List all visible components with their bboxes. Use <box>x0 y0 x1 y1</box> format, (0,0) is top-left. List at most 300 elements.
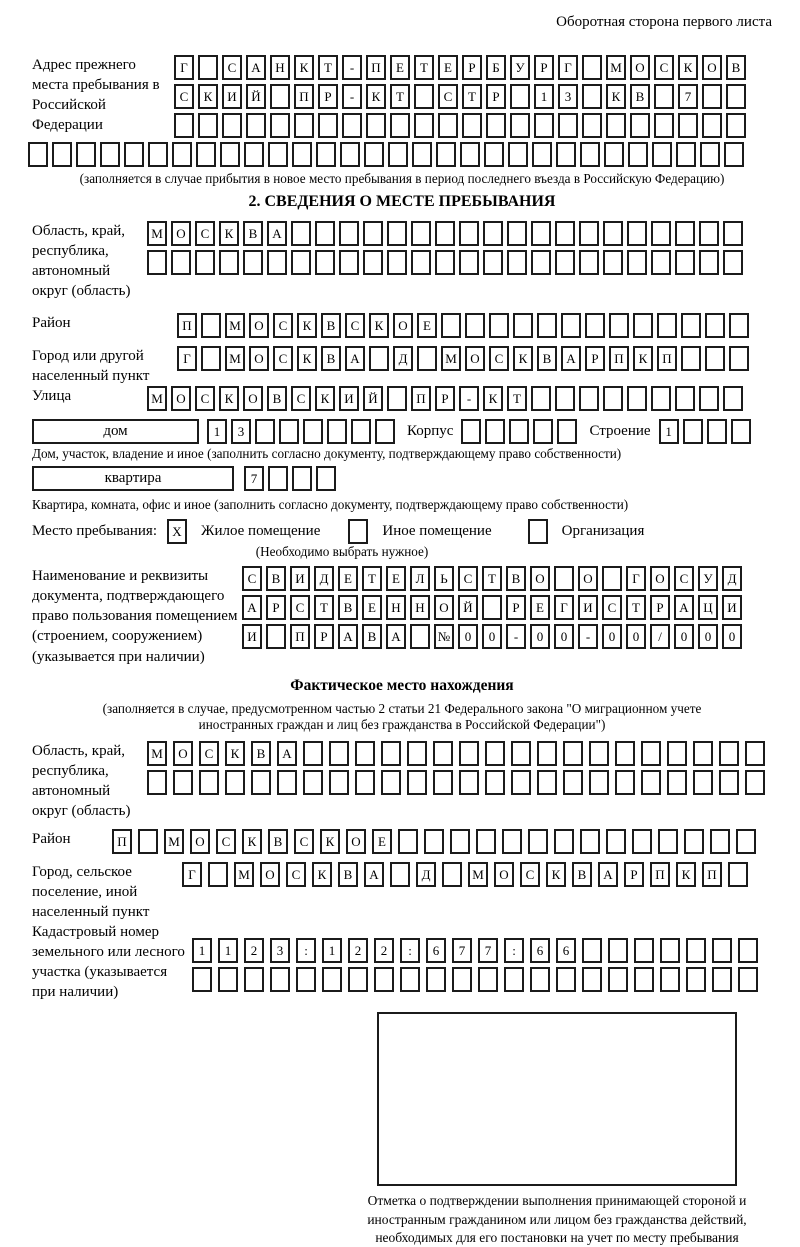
char-box[interactable]: 1 <box>218 938 238 963</box>
char-box[interactable] <box>632 829 652 854</box>
char-box[interactable] <box>606 829 626 854</box>
char-box[interactable] <box>303 741 323 766</box>
char-box[interactable]: 0 <box>698 624 718 649</box>
char-box[interactable] <box>489 313 509 338</box>
char-box[interactable] <box>651 386 671 411</box>
char-box[interactable] <box>364 142 384 167</box>
char-box[interactable] <box>291 221 311 246</box>
char-box[interactable] <box>627 221 647 246</box>
char-box[interactable] <box>442 862 462 887</box>
char-box[interactable]: Р <box>585 346 605 371</box>
char-box[interactable] <box>728 862 748 887</box>
char-box[interactable] <box>651 250 671 275</box>
char-box[interactable]: 0 <box>482 624 502 649</box>
char-box[interactable] <box>387 221 407 246</box>
char-box[interactable] <box>726 113 746 138</box>
char-box[interactable]: С <box>195 386 215 411</box>
char-box[interactable]: О <box>530 566 550 591</box>
char-box[interactable]: 0 <box>722 624 742 649</box>
char-box[interactable] <box>198 113 218 138</box>
char-box[interactable] <box>654 113 674 138</box>
char-box[interactable] <box>348 519 368 544</box>
char-box[interactable]: 7 <box>678 84 698 109</box>
char-box[interactable] <box>627 250 647 275</box>
char-box[interactable] <box>630 113 650 138</box>
char-box[interactable]: Б <box>486 55 506 80</box>
char-box[interactable] <box>435 250 455 275</box>
char-box[interactable]: В <box>506 566 526 591</box>
char-box[interactable] <box>603 250 623 275</box>
char-box[interactable]: К <box>369 313 389 338</box>
char-box[interactable]: П <box>657 346 677 371</box>
char-box[interactable]: Е <box>390 55 410 80</box>
char-box[interactable]: С <box>674 566 694 591</box>
char-box[interactable] <box>339 250 359 275</box>
char-box[interactable] <box>563 770 583 795</box>
char-box[interactable] <box>355 770 375 795</box>
char-box[interactable] <box>315 250 335 275</box>
char-box[interactable]: С <box>286 862 306 887</box>
char-box[interactable]: Р <box>650 595 670 620</box>
char-box[interactable]: У <box>510 55 530 80</box>
char-box[interactable] <box>628 142 648 167</box>
char-box[interactable]: Д <box>416 862 436 887</box>
char-box[interactable] <box>244 967 264 992</box>
char-box[interactable] <box>580 829 600 854</box>
char-box[interactable] <box>738 967 758 992</box>
char-box[interactable]: Г <box>558 55 578 80</box>
char-box[interactable]: Р <box>266 595 286 620</box>
char-box[interactable]: 0 <box>674 624 694 649</box>
char-box[interactable] <box>651 221 671 246</box>
char-box[interactable] <box>201 346 221 371</box>
char-box[interactable]: В <box>243 221 263 246</box>
char-box[interactable]: К <box>633 346 653 371</box>
char-box[interactable] <box>633 313 653 338</box>
char-box[interactable]: 0 <box>602 624 622 649</box>
char-box[interactable] <box>363 250 383 275</box>
char-box[interactable] <box>683 419 703 444</box>
char-box[interactable] <box>398 829 418 854</box>
char-box[interactable]: О <box>650 566 670 591</box>
char-box[interactable]: Р <box>318 84 338 109</box>
char-box[interactable] <box>450 829 470 854</box>
char-box[interactable]: Е <box>362 595 382 620</box>
char-box[interactable]: Т <box>414 55 434 80</box>
char-box[interactable]: 0 <box>554 624 574 649</box>
char-box[interactable] <box>561 313 581 338</box>
char-box[interactable]: В <box>321 313 341 338</box>
char-box[interactable] <box>693 770 713 795</box>
char-box[interactable] <box>675 250 695 275</box>
char-box[interactable] <box>292 466 312 491</box>
char-box[interactable] <box>483 250 503 275</box>
char-box[interactable] <box>375 419 395 444</box>
char-box[interactable] <box>329 770 349 795</box>
char-box[interactable] <box>603 221 623 246</box>
char-box[interactable] <box>390 113 410 138</box>
char-box[interactable]: К <box>312 862 332 887</box>
char-box[interactable] <box>244 142 264 167</box>
char-box[interactable]: И <box>222 84 242 109</box>
char-box[interactable] <box>729 346 749 371</box>
char-box[interactable] <box>652 142 672 167</box>
char-box[interactable] <box>502 829 522 854</box>
char-box[interactable] <box>315 221 335 246</box>
char-box[interactable]: 6 <box>426 938 446 963</box>
char-box[interactable]: 2 <box>374 938 394 963</box>
char-box[interactable] <box>199 770 219 795</box>
char-box[interactable] <box>675 386 695 411</box>
char-box[interactable] <box>270 84 290 109</box>
char-box[interactable] <box>342 113 362 138</box>
char-box[interactable] <box>348 967 368 992</box>
char-box[interactable]: М <box>225 346 245 371</box>
char-box[interactable] <box>374 967 394 992</box>
char-box[interactable]: 3 <box>231 419 251 444</box>
char-box[interactable] <box>537 741 557 766</box>
char-box[interactable] <box>608 967 628 992</box>
char-box[interactable] <box>192 967 212 992</box>
char-box[interactable] <box>658 829 678 854</box>
char-box[interactable]: К <box>225 741 245 766</box>
char-box[interactable]: О <box>494 862 514 887</box>
char-box[interactable]: 2 <box>348 938 368 963</box>
char-box[interactable]: А <box>242 595 262 620</box>
char-box[interactable]: А <box>598 862 618 887</box>
char-box[interactable] <box>138 829 158 854</box>
char-box[interactable]: Д <box>393 346 413 371</box>
char-box[interactable]: В <box>630 84 650 109</box>
char-box[interactable]: Г <box>182 862 202 887</box>
char-box[interactable]: Г <box>626 566 646 591</box>
char-box[interactable] <box>381 770 401 795</box>
char-box[interactable] <box>294 113 314 138</box>
char-box[interactable] <box>246 113 266 138</box>
char-box[interactable]: В <box>572 862 592 887</box>
char-box[interactable]: К <box>678 55 698 80</box>
char-box[interactable] <box>604 142 624 167</box>
char-box[interactable] <box>510 113 530 138</box>
char-box[interactable] <box>366 113 386 138</box>
char-box[interactable] <box>100 142 120 167</box>
char-box[interactable]: Й <box>363 386 383 411</box>
char-box[interactable]: 0 <box>530 624 550 649</box>
char-box[interactable]: И <box>722 595 742 620</box>
char-box[interactable]: - <box>342 84 362 109</box>
char-box[interactable] <box>369 346 389 371</box>
char-box[interactable]: А <box>267 221 287 246</box>
char-box[interactable] <box>537 770 557 795</box>
char-box[interactable]: К <box>315 386 335 411</box>
char-box[interactable] <box>627 386 647 411</box>
char-box[interactable] <box>198 55 218 80</box>
char-box[interactable] <box>462 113 482 138</box>
char-box[interactable]: П <box>609 346 629 371</box>
char-box[interactable] <box>476 829 496 854</box>
char-box[interactable] <box>528 519 548 544</box>
char-box[interactable]: X <box>167 519 187 544</box>
char-box[interactable] <box>266 624 286 649</box>
char-box[interactable]: О <box>173 741 193 766</box>
char-box[interactable] <box>255 419 275 444</box>
char-box[interactable]: С <box>199 741 219 766</box>
char-box[interactable] <box>147 770 167 795</box>
char-box[interactable]: С <box>291 386 311 411</box>
char-box[interactable] <box>555 250 575 275</box>
char-box[interactable] <box>339 221 359 246</box>
char-box[interactable] <box>579 386 599 411</box>
char-box[interactable] <box>554 566 574 591</box>
char-box[interactable]: К <box>513 346 533 371</box>
char-box[interactable]: М <box>147 221 167 246</box>
char-box[interactable]: В <box>362 624 382 649</box>
char-box[interactable] <box>172 142 192 167</box>
char-box[interactable] <box>452 967 472 992</box>
char-box[interactable]: У <box>698 566 718 591</box>
char-box[interactable]: И <box>578 595 598 620</box>
char-box[interactable]: С <box>489 346 509 371</box>
char-box[interactable] <box>681 346 701 371</box>
char-box[interactable] <box>459 770 479 795</box>
char-box[interactable] <box>745 741 765 766</box>
char-box[interactable] <box>201 313 221 338</box>
char-box[interactable]: С <box>174 84 194 109</box>
char-box[interactable]: В <box>251 741 271 766</box>
char-box[interactable]: - <box>459 386 479 411</box>
char-box[interactable] <box>147 250 167 275</box>
char-box[interactable]: Г <box>554 595 574 620</box>
char-box[interactable] <box>603 386 623 411</box>
char-box[interactable] <box>388 142 408 167</box>
char-box[interactable]: - <box>578 624 598 649</box>
char-box[interactable]: С <box>222 55 242 80</box>
char-box[interactable] <box>528 829 548 854</box>
char-box[interactable] <box>507 250 527 275</box>
char-box[interactable] <box>485 770 505 795</box>
char-box[interactable]: : <box>504 938 524 963</box>
char-box[interactable] <box>387 386 407 411</box>
char-box[interactable]: А <box>674 595 694 620</box>
char-box[interactable] <box>195 250 215 275</box>
char-box[interactable] <box>196 142 216 167</box>
char-box[interactable]: Т <box>362 566 382 591</box>
char-box[interactable] <box>225 770 245 795</box>
char-box[interactable]: О <box>260 862 280 887</box>
char-box[interactable]: О <box>190 829 210 854</box>
char-box[interactable] <box>705 346 725 371</box>
char-box[interactable]: П <box>294 84 314 109</box>
char-box[interactable] <box>556 967 576 992</box>
char-box[interactable] <box>712 967 732 992</box>
char-box[interactable]: А <box>561 346 581 371</box>
char-box[interactable]: О <box>171 386 191 411</box>
char-box[interactable] <box>533 419 553 444</box>
char-box[interactable] <box>579 221 599 246</box>
char-box[interactable]: - <box>506 624 526 649</box>
char-box[interactable] <box>667 741 687 766</box>
char-box[interactable] <box>736 829 756 854</box>
char-box[interactable] <box>438 113 458 138</box>
char-box[interactable]: К <box>366 84 386 109</box>
char-box[interactable] <box>417 346 437 371</box>
char-box[interactable] <box>316 142 336 167</box>
char-box[interactable]: К <box>219 221 239 246</box>
char-box[interactable] <box>268 466 288 491</box>
char-box[interactable] <box>511 770 531 795</box>
char-box[interactable]: В <box>338 595 358 620</box>
char-box[interactable]: Д <box>314 566 334 591</box>
char-box[interactable] <box>710 829 730 854</box>
char-box[interactable] <box>482 595 502 620</box>
char-box[interactable] <box>363 221 383 246</box>
char-box[interactable]: Н <box>386 595 406 620</box>
char-box[interactable]: 3 <box>270 938 290 963</box>
char-box[interactable] <box>531 386 551 411</box>
char-box[interactable] <box>484 142 504 167</box>
char-box[interactable]: / <box>650 624 670 649</box>
char-box[interactable] <box>329 741 349 766</box>
char-box[interactable]: Г <box>177 346 197 371</box>
char-box[interactable]: Р <box>534 55 554 80</box>
char-box[interactable]: С <box>273 313 293 338</box>
char-box[interactable] <box>426 967 446 992</box>
char-box[interactable]: К <box>294 55 314 80</box>
char-box[interactable] <box>486 113 506 138</box>
char-box[interactable]: С <box>458 566 478 591</box>
char-box[interactable] <box>606 113 626 138</box>
char-box[interactable]: В <box>338 862 358 887</box>
char-box[interactable]: М <box>225 313 245 338</box>
char-box[interactable]: Р <box>314 624 334 649</box>
char-box[interactable] <box>676 142 696 167</box>
char-box[interactable]: К <box>297 313 317 338</box>
char-box[interactable]: Н <box>270 55 290 80</box>
char-box[interactable] <box>554 829 574 854</box>
char-box[interactable] <box>699 386 719 411</box>
char-box[interactable]: К <box>320 829 340 854</box>
char-box[interactable] <box>412 142 432 167</box>
char-box[interactable] <box>615 770 635 795</box>
char-box[interactable] <box>291 250 311 275</box>
char-box[interactable]: Н <box>410 595 430 620</box>
char-box[interactable]: Р <box>462 55 482 80</box>
char-box[interactable]: П <box>702 862 722 887</box>
char-box[interactable] <box>459 741 479 766</box>
char-box[interactable] <box>555 221 575 246</box>
char-box[interactable] <box>504 967 524 992</box>
char-box[interactable]: Ц <box>698 595 718 620</box>
char-box[interactable] <box>322 967 342 992</box>
char-box[interactable]: О <box>578 566 598 591</box>
char-box[interactable]: А <box>345 346 365 371</box>
char-box[interactable] <box>582 55 602 80</box>
char-box[interactable]: К <box>606 84 626 109</box>
char-box[interactable]: К <box>242 829 262 854</box>
char-box[interactable]: Т <box>626 595 646 620</box>
char-box[interactable] <box>707 419 727 444</box>
char-box[interactable]: № <box>434 624 454 649</box>
char-box[interactable] <box>589 741 609 766</box>
char-box[interactable] <box>705 313 725 338</box>
char-box[interactable]: И <box>339 386 359 411</box>
char-box[interactable] <box>52 142 72 167</box>
char-box[interactable]: С <box>654 55 674 80</box>
char-box[interactable] <box>459 221 479 246</box>
char-box[interactable] <box>731 419 751 444</box>
char-box[interactable] <box>729 313 749 338</box>
char-box[interactable] <box>531 250 551 275</box>
char-box[interactable]: Й <box>458 595 478 620</box>
char-box[interactable] <box>303 770 323 795</box>
char-box[interactable]: Т <box>390 84 410 109</box>
char-box[interactable] <box>589 770 609 795</box>
char-box[interactable]: О <box>465 346 485 371</box>
char-box[interactable] <box>579 250 599 275</box>
char-box[interactable] <box>340 142 360 167</box>
char-box[interactable]: С <box>520 862 540 887</box>
char-box[interactable] <box>219 250 239 275</box>
char-box[interactable] <box>534 113 554 138</box>
char-box[interactable] <box>510 84 530 109</box>
char-box[interactable] <box>124 142 144 167</box>
char-box[interactable]: К <box>297 346 317 371</box>
char-box[interactable] <box>738 938 758 963</box>
char-box[interactable]: 1 <box>659 419 679 444</box>
char-box[interactable]: И <box>242 624 262 649</box>
char-box[interactable] <box>509 419 529 444</box>
char-box[interactable]: А <box>338 624 358 649</box>
char-box[interactable] <box>465 313 485 338</box>
char-box[interactable]: Р <box>435 386 455 411</box>
char-box[interactable]: М <box>234 862 254 887</box>
char-box[interactable]: 1 <box>192 938 212 963</box>
char-box[interactable] <box>724 142 744 167</box>
char-box[interactable]: А <box>386 624 406 649</box>
char-box[interactable] <box>641 741 661 766</box>
char-box[interactable]: В <box>537 346 557 371</box>
char-box[interactable] <box>483 221 503 246</box>
char-box[interactable] <box>148 142 168 167</box>
char-box[interactable] <box>634 938 654 963</box>
char-box[interactable]: Т <box>314 595 334 620</box>
char-box[interactable] <box>719 770 739 795</box>
char-box[interactable] <box>700 142 720 167</box>
char-box[interactable] <box>508 142 528 167</box>
char-box[interactable]: П <box>411 386 431 411</box>
char-box[interactable] <box>555 386 575 411</box>
char-box[interactable]: С <box>602 595 622 620</box>
char-box[interactable] <box>723 250 743 275</box>
char-box[interactable]: 6 <box>530 938 550 963</box>
char-box[interactable]: О <box>630 55 650 80</box>
char-box[interactable] <box>351 419 371 444</box>
char-box[interactable]: К <box>483 386 503 411</box>
char-box[interactable]: М <box>147 741 167 766</box>
char-box[interactable] <box>400 967 420 992</box>
char-box[interactable] <box>208 862 228 887</box>
char-box[interactable] <box>634 967 654 992</box>
char-box[interactable]: Е <box>386 566 406 591</box>
char-box[interactable] <box>390 862 410 887</box>
char-box[interactable] <box>303 419 323 444</box>
char-box[interactable]: Е <box>530 595 550 620</box>
char-box[interactable] <box>530 967 550 992</box>
char-box[interactable]: Е <box>372 829 392 854</box>
char-box[interactable] <box>582 84 602 109</box>
char-box[interactable]: Т <box>462 84 482 109</box>
char-box[interactable]: В <box>268 829 288 854</box>
